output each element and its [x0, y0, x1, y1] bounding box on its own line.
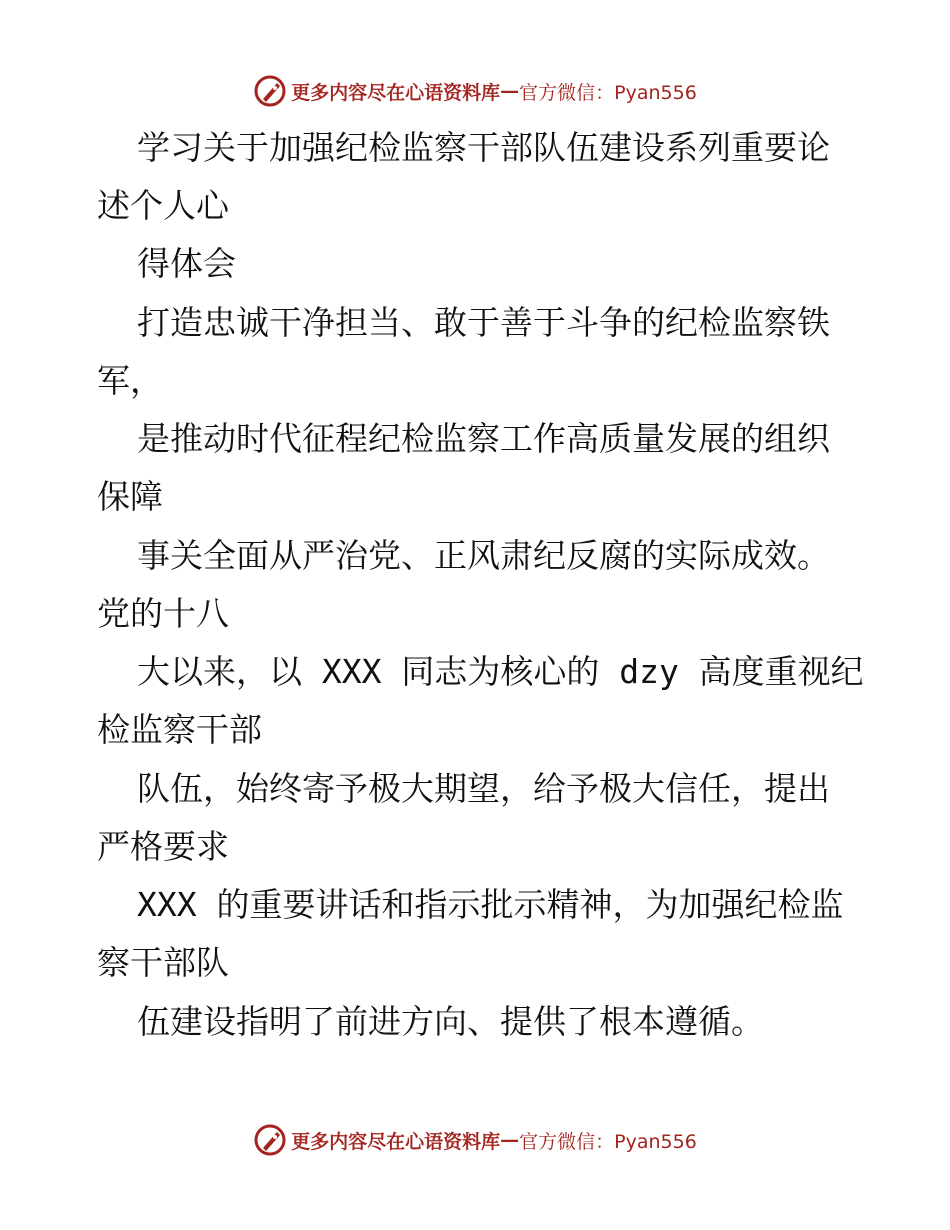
- doc-line-14: XXX 的重要讲话和指示批示精神，为加强纪检监: [137, 885, 844, 924]
- footer-banner: [0, 1120, 950, 1160]
- doc-line-9: 党的十八: [97, 594, 229, 633]
- header-separator: —: [500, 80, 520, 102]
- doc-line-12: 队伍，始终寄予极大期望，给予极大信任，提出: [137, 769, 830, 808]
- pen-nib-logo-icon: [253, 74, 287, 108]
- doc-line-5: 军，: [97, 361, 163, 400]
- doc-line-6: 是推动时代征程纪检监察工作高质量发展的组织: [137, 419, 830, 458]
- footer-contact-text: 官方微信：Pyan556: [519, 1130, 697, 1153]
- doc-line-7: 保障: [97, 477, 163, 516]
- footer-separator: —: [500, 1129, 520, 1151]
- header-promo-text: 更多内容尽在心语资料库: [291, 81, 501, 104]
- doc-line-3: 得体会: [137, 244, 236, 283]
- doc-line-13: 严格要求: [97, 827, 229, 866]
- doc-line-2: 述个人心: [97, 186, 229, 225]
- doc-line-4: 打造忠诚干净担当、敢于善于斗争的纪检监察铁: [137, 303, 830, 342]
- doc-line-1: 学习关于加强纪检监察干部队伍建设系列重要论: [137, 128, 830, 167]
- header-banner: [0, 71, 950, 111]
- doc-line-15: 察干部队: [97, 943, 229, 982]
- doc-line-8: 事关全面从严治党、正风肃纪反腐的实际成效。: [137, 536, 830, 575]
- footer-promo-text: 更多内容尽在心语资料库: [291, 1130, 501, 1153]
- doc-line-10: 大以来，以 XXX 同志为核心的 dzy 高度重视纪: [137, 652, 864, 691]
- doc-line-16: 伍建设指明了前进方向、提供了根本遵循。: [137, 1002, 764, 1041]
- doc-line-11: 检监察干部: [97, 710, 262, 749]
- header-contact-text: 官方微信：Pyan556: [519, 81, 697, 104]
- pen-nib-logo-icon: [253, 1123, 287, 1157]
